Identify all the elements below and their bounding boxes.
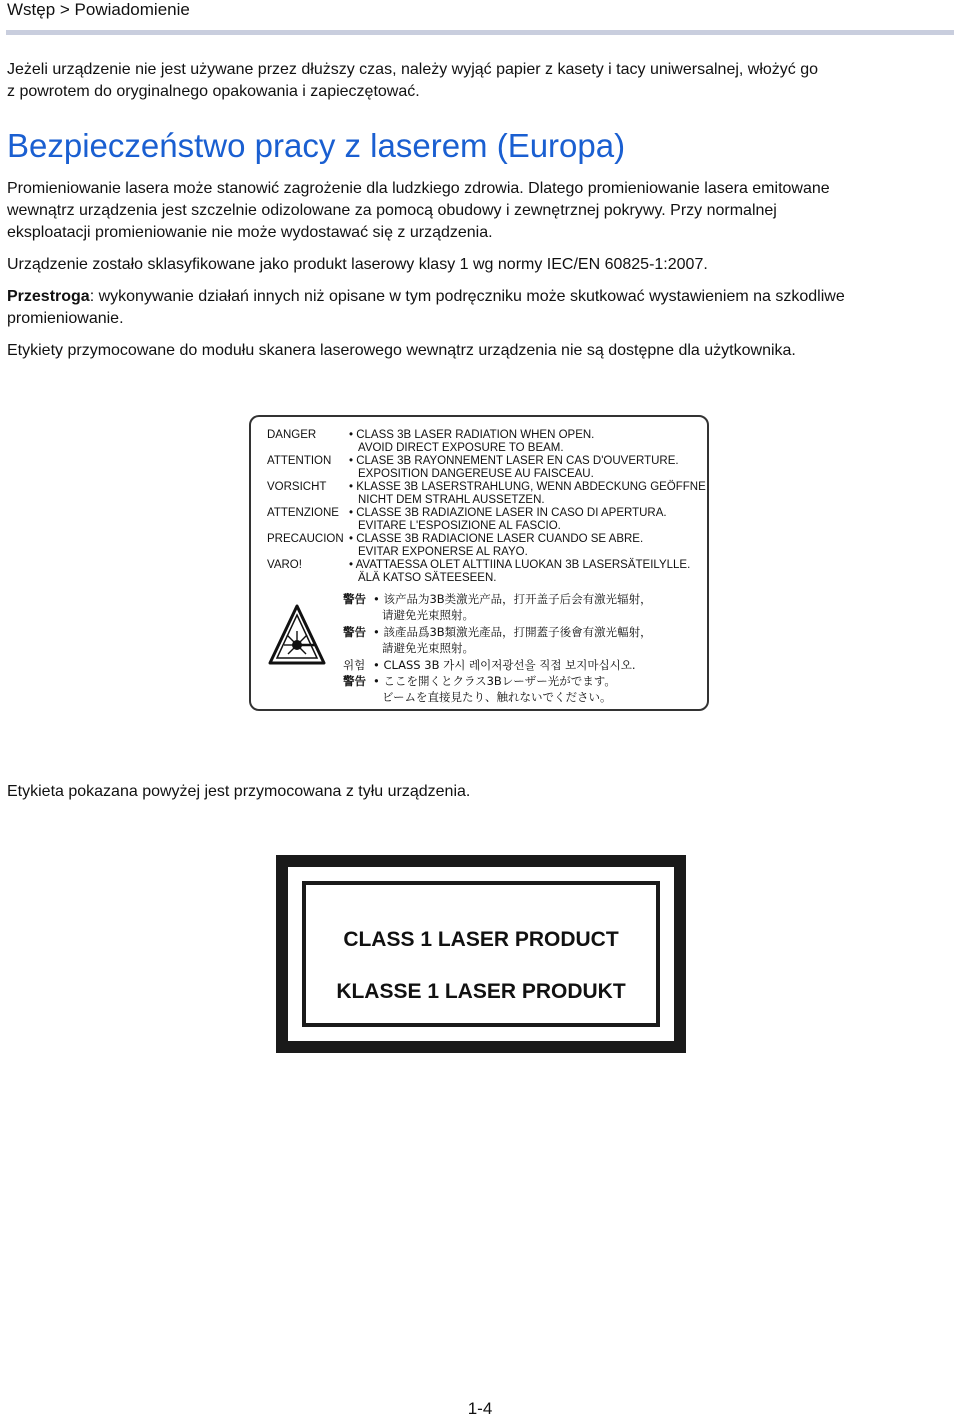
page-number: 1-4: [467, 1399, 493, 1418]
warning-key: 警告: [343, 674, 366, 688]
warning-key: ATTENTION: [267, 455, 332, 467]
scanner-labels-paragraph: Etykiety przymocowane do modułu skanera laserowego wewnątrz urządzenia nie są dostępne dla użytkownika.: [7, 342, 796, 359]
warning-key: ATTENZIONE: [267, 507, 339, 519]
warning-line: ビームを直接見たり、触れないでください。: [382, 690, 612, 704]
warning-line: • CLASSE 3B RADIACIONE LASER CUANDO SE ABRE.: [349, 533, 644, 545]
breadcrumb: Wstęp > Powiadomienie: [7, 0, 190, 19]
laser-p1-line-2: wewnątrz urządzenia jest szczelnie odizolowane za pomocą obudowy i zewnętrznej pokrywy. Przy normalnej: [7, 202, 777, 219]
caution-text: : wykonywanie działań innych niż opisane w tym podręczniku może skutkować wystawieniem na szkodliwe: [89, 288, 845, 305]
warning-line: 請避免光束照射。: [382, 641, 474, 655]
label-location-paragraph: Etykieta pokazana powyżej jest przymocowana z tyłu urządzenia.: [7, 783, 471, 800]
warning-key: DANGER: [267, 429, 317, 441]
laser-p1-line-1: Promieniowanie lasera może stanowić zagrożenie dla ludzkiego zdrowia. Dlatego promieniowanie lasera emitowane: [7, 180, 830, 197]
warning-line: • ここを開くとクラス3Bレーザー光がでます。: [373, 674, 616, 688]
laser-paragraph-1: [7, 178, 952, 244]
warning-line: 请避免光束照射。: [382, 608, 474, 622]
warning-key: 警告: [343, 592, 366, 606]
class1-line-de: KLASSE 1 LASER PRODUKT: [336, 980, 626, 1003]
warning-key: PRECAUCION: [267, 533, 344, 545]
warning-key: 警告: [343, 625, 366, 639]
intro-line-1: Jeżeli urządzenie nie jest używane przez dłuższy czas, należy wyjąć papier z kasety i tacy uniwersalnej, włożyć go: [7, 61, 819, 78]
caution-paragraph: [7, 286, 952, 330]
warning-line: EXPOSITION DANGEREUSE AU FAISCEAU.: [358, 468, 594, 480]
caution-label: Przestroga: [7, 288, 90, 305]
warning-line: EVITAR EXPONERSE AL RAYO.: [358, 546, 528, 558]
warning-key: 위험: [343, 658, 366, 672]
intro-line-2: z powrotem do oryginalnego opakowania i zapieczętować.: [7, 83, 420, 100]
warning-line: NICHT DEM STRAHL AUSSETZEN.: [358, 494, 545, 506]
warning-line: • 該產品爲3B類激光產品，打開蓋子後會有激光輻射，: [373, 625, 652, 639]
warning-line: • 该产品为3B类激光产品，打开盖子后会有激光辐射，: [373, 592, 652, 606]
header-divider: [6, 30, 954, 35]
warning-line: • CLASE 3B RAYONNEMENT LASER EN CAS D'OUVERTURE.: [349, 455, 679, 467]
warning-line: • CLASS 3B LASER RADIATION WHEN OPEN.: [349, 429, 595, 441]
intro-paragraph: [7, 59, 952, 103]
warning-line: AVOID DIRECT EXPOSURE TO BEAM.: [358, 442, 564, 454]
caution-text-line-2: promieniowanie.: [7, 310, 124, 327]
warning-line: ÄLÄ KATSO SÄTEESEEN.: [358, 572, 497, 584]
laser-p1-line-3: eksploatacji promieniowanie nie może wydostawać się z urządzenia.: [7, 224, 493, 241]
classification-paragraph: Urządzenie zostało sklasyfikowane jako produkt laserowy klasy 1 wg normy IEC/EN 60825-1:2007.: [7, 256, 708, 273]
laser-warning-label: [249, 415, 709, 711]
warning-key: VORSICHT: [267, 481, 327, 493]
warning-line: • CLASSE 3B RADIAZIONE LASER IN CASO DI APERTURA.: [349, 507, 667, 519]
warning-line: • CLASS 3B 가시 레이저광선을 직접 보지마십시오.: [373, 658, 636, 672]
class1-laser-label: [276, 855, 686, 1053]
warning-line: EVITARE L'ESPOSIZIONE AL FASCIO.: [358, 520, 561, 532]
class1-line-en: CLASS 1 LASER PRODUCT: [343, 928, 619, 951]
warning-line: • AVATTAESSA OLET ALTTIINA LUOKAN 3B LASERSÄTEILYLLE.: [349, 559, 691, 571]
warning-key: VARO!: [267, 559, 302, 571]
section-title: Bezpieczeństwo pracy z laserem (Europa): [7, 127, 626, 164]
warning-line: • KLASSE 3B LASERSTRAHLUNG, WENN ABDECKUNG GEÖFFNE: [349, 481, 706, 493]
laser-hazard-icon: [267, 603, 327, 667]
